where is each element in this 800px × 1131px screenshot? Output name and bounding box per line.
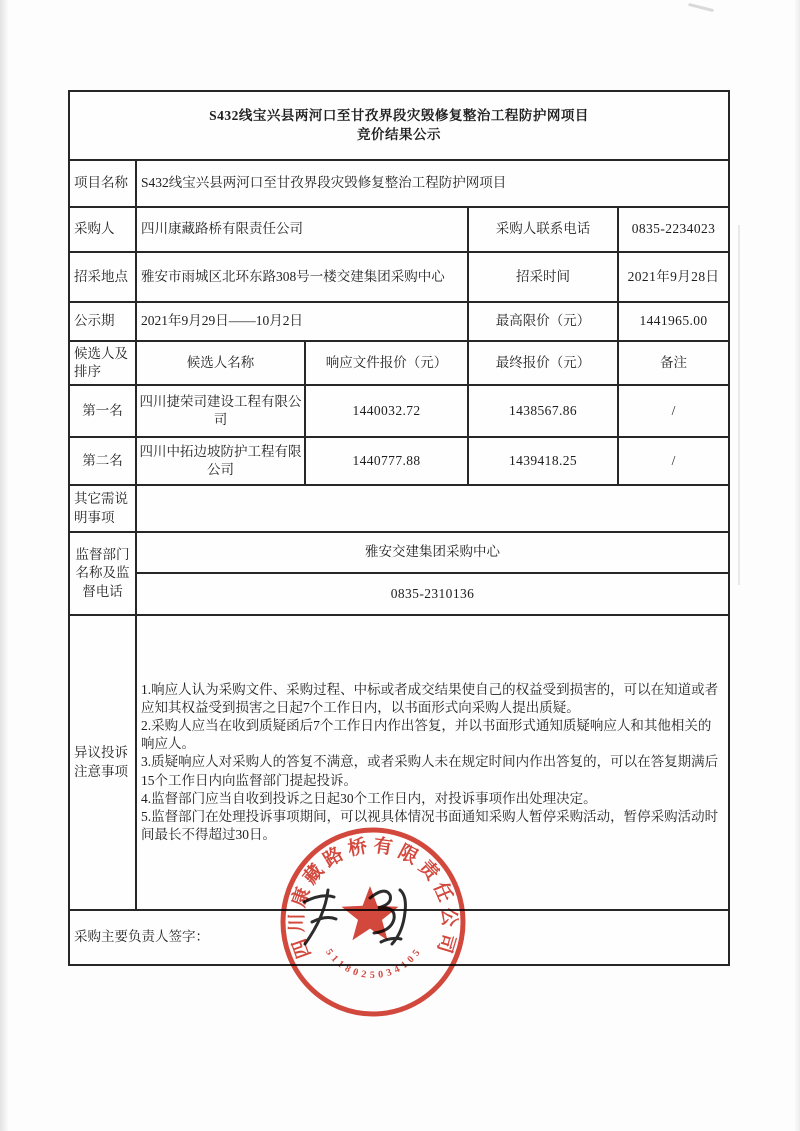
scan-edge-right <box>794 0 800 1131</box>
doc-price-cell: 1440032.72 <box>305 385 468 437</box>
final-price-header: 最终报价（元） <box>468 341 618 385</box>
seal-serial-text: 5118025034105 <box>322 947 423 982</box>
supervision-phone-value: 0835-2310136 <box>136 573 729 615</box>
purchaser-phone-value: 0835-2234023 <box>618 207 729 252</box>
venue-label: 招采地点 <box>69 252 136 302</box>
remark-cell: / <box>618 437 729 485</box>
candidate-row <box>69 385 729 437</box>
supervision-dept-value: 雅安交建集团采购中心 <box>136 532 729 573</box>
supervision-phone-row <box>69 573 729 615</box>
scan-ghost-line <box>738 225 740 585</box>
candidate-name-cell: 四川捷荣司建设工程有限公司 <box>136 385 305 437</box>
signature-label: 采购主要负责人签字： <box>74 929 209 945</box>
scan-smudge <box>688 3 714 12</box>
project-name-value: S432线宝兴县两河口至甘孜界段灾毁修复整治工程防护网项目 <box>136 160 729 207</box>
purchaser-value: 四川康藏路桥有限责任公司 <box>136 207 468 252</box>
doc-title-line1: S432线宝兴县两河口至甘孜界段灾毁修复整治工程防护网项目 <box>209 108 589 124</box>
doc-price-cell: 1440777.88 <box>305 437 468 485</box>
supervision-label: 监督部门名称及监督电话 <box>69 532 136 615</box>
title-row <box>69 91 729 160</box>
bid-time-value: 2021年9月28日 <box>618 252 729 302</box>
seal-company-text: 四川康藏路桥有限责任公司 <box>286 835 460 961</box>
objection-item: 1.响应人认为采购文件、采购过程、中标或者成交结果使自己的权益受到损害的，可以在知道或者应知其权益受到损害之日起7个工作日内，以书面形式向采购人提出质疑。 <box>141 681 719 715</box>
objection-item: 4.监督部门应当自收到投诉之日起30个工作日内，对投诉事项作出处理决定。 <box>141 790 597 806</box>
seal-star-icon <box>342 886 399 940</box>
publicity-label: 公示期 <box>69 302 136 341</box>
purchaser-phone-label: 采购人联系电话 <box>468 207 618 252</box>
other-notes-value <box>136 485 729 532</box>
other-notes-label: 其它需说明事项 <box>69 485 136 532</box>
candidates-header-row <box>69 341 729 385</box>
candidate-name-cell: 四川中拓边坡防护工程有限公司 <box>136 437 305 485</box>
remark-cell: / <box>618 385 729 437</box>
supervision-row <box>69 532 729 573</box>
doc-title-line2: 竞价结果公示 <box>357 126 441 142</box>
venue-row <box>69 252 729 302</box>
bid-time-label: 招采时间 <box>468 252 618 302</box>
publicity-row <box>69 302 729 341</box>
publicity-value: 2021年9月29日——10月2日 <box>136 302 468 341</box>
scan-edge-left <box>0 0 9 1131</box>
objection-item: 3.质疑响应人对采购人的答复不满意，或者采购人未在规定时间内作出答复的，可以在答复期满后15个工作日内向监督部门提起投诉。 <box>141 754 719 788</box>
candidate-row <box>69 437 729 485</box>
max-price-label: 最高限价（元） <box>468 302 618 341</box>
objection-item: 2.采购人应当在收到质疑函后7个工作日内作出答复，并以书面形式通知质疑响应人和其他相关的响应人。 <box>141 717 712 752</box>
purchaser-row <box>69 207 729 252</box>
rank-cell: 第一名 <box>69 385 136 437</box>
doc-price-header: 响应文件报价（元） <box>305 341 468 385</box>
project-name-row <box>69 160 729 207</box>
venue-value: 雅安市雨城区北环东路308号一楼交建集团采购中心 <box>136 252 468 302</box>
other-notes-row <box>69 485 729 532</box>
rank-header: 候选人及排序 <box>69 341 136 385</box>
objection-item: 5.监督部门在处理投诉事项期间，可以视具体情况书面通知采购人暂停采购活动，暂停采购活动时间最长不得超过30日。 <box>141 809 719 843</box>
final-price-cell: 1438567.86 <box>468 385 618 437</box>
title-cell <box>69 91 729 160</box>
company-seal-stamp <box>272 824 472 1024</box>
purchaser-label: 采购人 <box>69 207 136 252</box>
final-price-cell: 1439418.25 <box>468 437 618 485</box>
remark-header: 备注 <box>618 341 729 385</box>
rank-cell: 第二名 <box>69 437 136 485</box>
project-name-label: 项目名称 <box>69 160 136 207</box>
candidate-name-header: 候选人名称 <box>136 341 305 385</box>
objection-label: 异议投诉注意事项 <box>69 615 136 910</box>
max-price-value: 1441965.00 <box>618 302 729 341</box>
